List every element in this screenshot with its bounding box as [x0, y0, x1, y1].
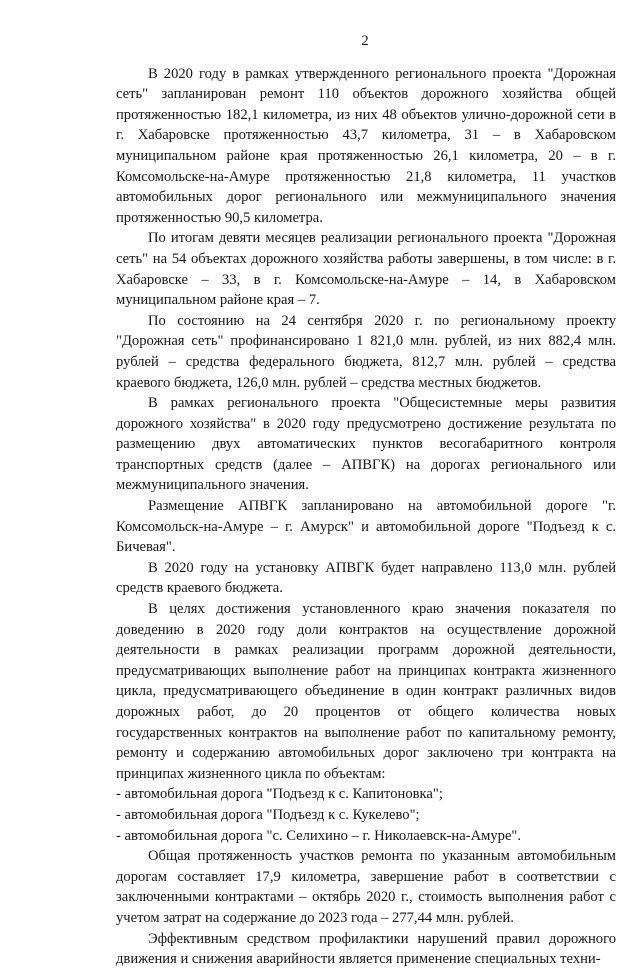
- list-item: - автомобильная дорога "с. Селихино – г. Николаевск-на-Амуре".: [116, 827, 522, 844]
- paragraph-repair-length: Общая протяженность участков ремонта по указанным автомобильным дорогам составляет 17,9 километра, завершение работ в соответствии с заключенными контрактами – октябрь 2020 г., стоимость выполнения работ с учетом затрат на содержание до 2023 года – 277,44 млн. рублей.: [116, 848, 616, 926]
- list-item: - автомобильная дорога "Подъезд к с. Кукелево";: [116, 806, 420, 823]
- paragraph-road-network-plan: В 2020 году в рамках утвержденного регионального проекта "Дорожная сеть" запланирован ремонт 110 объектов дорожного хозяйства общей протяженностью 182,1 километра, из них 48 объектов улично-дорожной сети в г. Хабаровске протяженностью 43,7 километра, 31 – в Хабаровском муниципальном районе края протяженностью 26,1 километра, 20 – в г. Комсомольске-на-Амуре протяженностью 21,8 километра, 11 участков автомобильных дорог регионального или межмуниципального значения протяженностью 90,5 километра.: [116, 65, 616, 226]
- paragraph-apvgk-placement: Размещение АПВГК запланировано на автомобильной дороге "г. Комсомольск-на-Амуре – г. Амурск" и автомобильной дороге "Подъезд к с. Бичевая".: [116, 498, 616, 556]
- list-item: - автомобильная дорога "Подъезд к с. Капитоновка";: [116, 786, 443, 803]
- paragraph-nine-months-results: По итогам девяти месяцев реализации регионального проекта "Дорожная сеть" на 54 объектах дорожного хозяйства работы завершены, в том числе: в г. Хабаровске – 33, в г. Комсомольске-на-Амуре – 14, в Хабаровском муниципальном районе края – 7.: [116, 230, 616, 309]
- page-number: 2: [361, 33, 369, 49]
- paragraph-system-measures: В рамках регионального проекта "Общесистемные меры развития дорожного хозяйства" в 2020 году предусмотрено достижение результата по размещению двух автоматических пунктов весогабаритного контроля транспортных средств (далее – АПВГК) на дорогах регионального или межмуниципального значения.: [116, 395, 616, 494]
- paragraph-lifecycle-contracts: В целях достижения установленного краю значения показателя по доведению в 2020 году доли контрактов на осуществление дорожной деятельности в рамках реализации программ дорожной деятельности, предусматривающих выполнение работ на принципах контракта жизненного цикла, предусматривающего объединение в один контракт различных видов дорожных работ, до 20 процентов от общего количества новых государственных контрактов на выполнение работ по капитальному ремонту, ремонту и содержанию автомобильных дорог заключено три контракта на принципах жизненного цикла по объектам:: [116, 601, 616, 782]
- paragraph-financing: По состоянию на 24 сентября 2020 г. по региональному проекту "Дорожная сеть" профинансировано 1 821,0 млн. рублей, из них 882,4 млн. рублей – средства федерального бюджета, 812,7 млн. рублей – средства краевого бюджета, 126,0 млн. рублей – средства местных бюджетов.: [116, 312, 616, 391]
- paragraph-prevention: Эффективным средством профилактики нарушений правил дорожного движения и снижения аварийности является применение специальных техни-: [116, 930, 616, 968]
- paragraph-apvgk-funding: В 2020 году на установку АПВГК будет направлено 113,0 млн. рублей средств краевого бюджета.: [116, 559, 616, 597]
